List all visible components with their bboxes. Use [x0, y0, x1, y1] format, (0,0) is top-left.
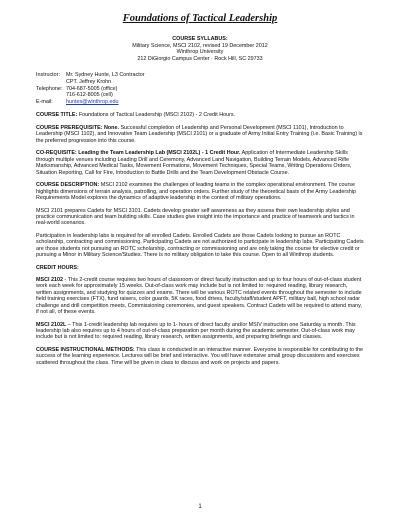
- instructor-name: Mr. Sydney Hunte, L3 Contractor: [66, 72, 145, 79]
- description-label: COURSE DESCRIPTION:: [36, 182, 100, 189]
- corequisite-text: Application of Intermediate Leadership Skills through multiple venues including Leading Drill and Ceremony, Advanced Land Navigation, Building Terrain Models, Advanced Rifle Marksmanship, Advanced Medical Tasks, Movement Formations, Movement Techniques, Special Teams, Writing Operations Orders, Situation Reporting, Call for Fire, Introduction to Battle Drills and the Team Development Obstacle Course.: [36, 150, 352, 176]
- prerequisite-label: COURSE PREREQUISITE: None.: [36, 124, 119, 131]
- course-title-label: COURSE TITLE:: [36, 112, 78, 119]
- university-line: Winthrop University: [176, 49, 224, 56]
- contact-block: [36, 72, 364, 105]
- document-title: Foundations of Tactical Leadership: [122, 13, 278, 24]
- msci2102l-paragraph: [36, 322, 364, 341]
- syllabus-label: COURSE SYLLABUS:: [172, 36, 228, 42]
- description-text: MSCI 2102 examines the challenges of leading teams in the complex operational environment. The course highlights dimensions of terrain analysis, patrolling, and operation orders. Further study of the theoretical basis of the Army Leadership Requirements Model explores the dynamics of adaptive leadership in the context of military operations.: [36, 182, 357, 201]
- credit-hours-heading: CREDIT HOURS:: [36, 264, 79, 271]
- msci2102-paragraph: [36, 277, 364, 315]
- corequisite-paragraph: [36, 150, 364, 176]
- address-line: 212 DiGiorgio Campus Center · Rock Hill, SC 29733: [137, 55, 263, 62]
- telephone-label: Telephone:: [36, 85, 63, 92]
- msci2102-text: - This 2-credit course requires two hours of classroom or direct faculty instruction and up to four hours of out-of-class student work each week for approximately 15 weeks. Out-of-class work may include but is not limited to: required reading, library research, written assignments, and studying for quizzes and exams. There will be various ROTC related events throughout the semester to include field training exercises (FTX), fund raisers, color guards, 5K races, food drives, faculty/staff/student APFT, military ball, high school radar challenge and drill competition meets, Commissioning ceremonies, and guest speakers. Contract Cadets will be required to attend many, if not all, of these events.: [36, 276, 362, 315]
- prepares-paragraph: MSCI 2101 prepares Cadets for MSCI 3101. Cadets develop greater self awareness as they assess their own leadership styles and practice communication and team building skills. Case studies give insight into the importance and practice of teamwork and tactics in real-world scenarios.: [36, 207, 355, 227]
- email-label: E-mail:: [36, 98, 53, 105]
- description-paragraph: [36, 182, 364, 201]
- phone-cell: 716-612-8005 (cell): [66, 92, 113, 99]
- prerequisite-paragraph: [36, 125, 364, 144]
- instructor-label: Instructor:: [36, 72, 60, 79]
- syllabus-header: [36, 36, 364, 62]
- phone-office: 704-687-5005 (office): [66, 85, 118, 92]
- course-title-paragraph: [36, 112, 364, 118]
- revision-line: Military Science, MSCI 2102, revised 19 December 2012: [132, 42, 268, 49]
- methods-paragraph: [36, 347, 364, 366]
- email-link[interactable]: huntes@winthrop.edu: [66, 98, 119, 105]
- prerequisite-text: Successful completion of Leadership and Personal Development (MSCI 1101), Introduction to Leadership (MSCI 1102), and Innovative Team Leadership (MSCI 2101) or a graduate of Army Initial Entry Training (i.e. Basic Training) is the preferred progression into this course.: [36, 124, 363, 144]
- corequisite-label: CO-REQUISITE: Leading the Team Leadership Lab (MSCI 2102L) - 1 Credit Hour.: [36, 150, 241, 157]
- participation-paragraph: Participation in leadership labs is required for all enrolled Cadets. Enrolled Cadets are those Cadets looking to pursue an ROTC scholarship, contracting and commissioning. Participating Cadets are not authorized to participate in leadership labs. Participating Cadets are those students not pursuing an ROTC scholarship, contracting or commissioning and are only taking the course for elective credit or pursuing a Minor in Military Science/Studies. There is no military obligation to take this course. Open to all Winthrop students.: [36, 232, 364, 259]
- methods-text: This class is conducted in an interactive manner. Everyone is responsible for contributing to the success of the learning experience. Lectures will be brief and interactive. You will have extensive small group discussions and exercises scattered throughout the class. Time will be given in class to discuss and work on projects and papers.: [36, 347, 363, 366]
- msci2102l-text: – This 1-credit leadership lab requires up to 1- hours of direct faculty and/or MSIV instruction one Saturday a month. This leadership lab also requires up to 4 hours of out-of-class preparation per month during the academic semester. Out-of-class work may include but is not limited to: required reading, library research, written assignments, and preparing briefings and classes.: [36, 321, 356, 341]
- msci2102l-label: MSCI 2102L: [36, 321, 67, 328]
- msci2102-label: MSCI 2102: [36, 276, 63, 283]
- course-title-text: Foundations of Tactical Leadership (MSCI 2102) - 2 Credit Hours.: [77, 112, 236, 119]
- instructor-name-2: CPT. Jeffrey Krohn: [66, 78, 112, 85]
- methods-label: COURSE INSTRUCTIONAL METHODS:: [36, 347, 135, 353]
- page-number: 1: [198, 504, 202, 510]
